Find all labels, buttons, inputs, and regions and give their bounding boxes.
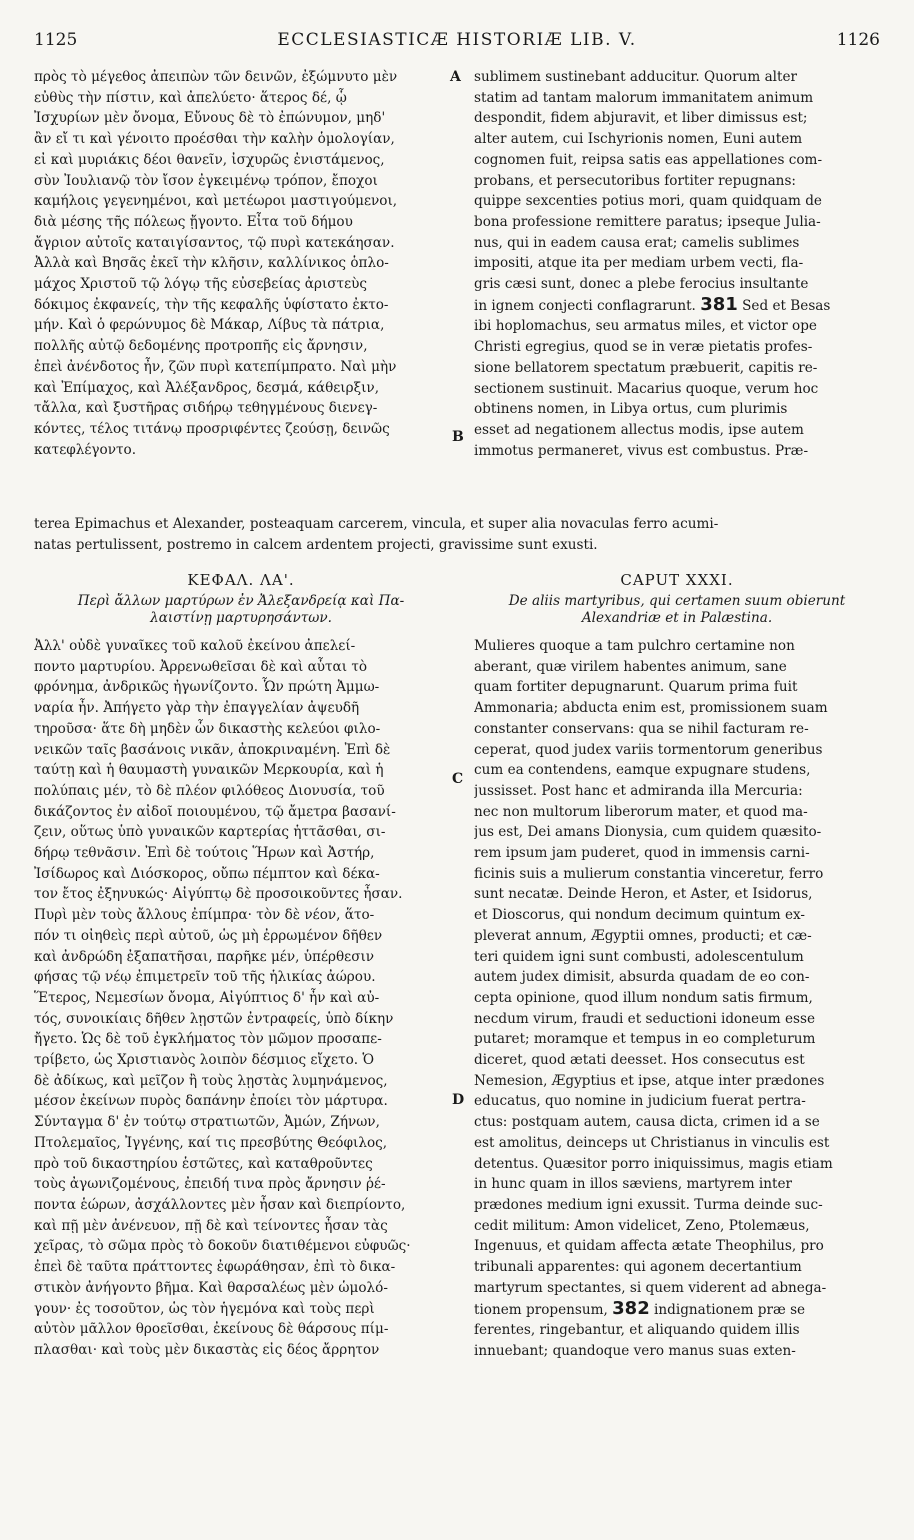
latin-subtitle-line: Alexandriæ et in Palæstina. bbox=[581, 610, 773, 626]
latin-text-line: Nemesion, Ægyptius et ipse, atque inter prædones bbox=[474, 1072, 825, 1089]
latin-subtitle-line: De aliis martyribus, qui certamen suum obierunt bbox=[508, 593, 846, 609]
latin-text-line: bona professione remittere paratus; ipseque Julia- bbox=[474, 213, 821, 230]
greek-text-line: καὶ Ἐπίμαχος, καὶ Ἀλέξανδρος, δεσμά, κάθειρξιν, bbox=[34, 379, 380, 396]
greek-text-line: Ἀλλὰ καὶ Βησᾶς ἐκεῖ τὴν κλῆσιν, καλλίνικος ὁπλο- bbox=[34, 255, 389, 272]
margin-marker-a: A bbox=[450, 69, 461, 85]
latin-text-line: sunt necatæ. Deinde Heron, et Aster, et Isidorus, bbox=[474, 886, 813, 903]
latin-text-line: quippe sexcenties potius mori, quam quidquam de bbox=[474, 193, 822, 210]
greek-text-line: πολύπαις μέν, τὸ δὲ πλέον φιλόθεος Διονυσία, τοῦ bbox=[34, 782, 385, 799]
greek-text-line: σὺν Ἰουλιανῷ τὸν ἴσον ἐγκειμένῳ τρόπον, ἔποχοι bbox=[34, 172, 378, 189]
greek-chapter-title: ΚΕΦΑΛ. ΛΑ'. bbox=[187, 571, 295, 589]
margin-marker-c: C bbox=[452, 771, 464, 787]
latin-text-line: Ammonaria; abducta enim est, promissionem suam bbox=[474, 700, 828, 717]
greek-text-line: ἐπεὶ δὲ ταῦτα πράττοντες ἐφωράθησαν, ἐπὶ τὸ δικα- bbox=[34, 1259, 396, 1276]
greek-subtitle-line: λαιστίνῃ μαρτυρησάντων. bbox=[150, 610, 332, 626]
greek-text-line: φήσας τῷ νέῳ ἐπιμετρεῖν τοῦ τῆς ἡλικίας ἀώρου. bbox=[34, 969, 376, 986]
greek-text-line: δὲ ἀδίκως, καὶ μεῖζον ἢ τοὺς λῃστὰς λυμηνάμενος, bbox=[34, 1072, 388, 1089]
latin-text-line: nec non multorum liberorum mater, et quod ma- bbox=[474, 803, 808, 820]
latin-text-line: constanter conservans: qua se nihil facturam re- bbox=[474, 720, 809, 737]
latin-text-line: esset ad negationem allectus modis, ipse autem bbox=[474, 421, 804, 438]
greek-text-line: Ἀλλ' οὐδὲ γυναῖκες τοῦ καλοῦ ἐκείνου ἀπελεί- bbox=[34, 638, 356, 654]
greek-text-line: τηροῦσα· ἅτε δὴ μηδὲν ὧν δικαστὴς κελεύοι φιλο- bbox=[34, 720, 381, 737]
latin-text-line: alter autem, cui Ischyrionis nomen, Euni autem bbox=[474, 131, 803, 148]
greek-text-line: στικὸν ἀνήγοντο βῆμα. Καὶ θαρσαλέως μὲν ὡμολό- bbox=[34, 1279, 388, 1296]
greek-text-line: ἤγετο. Ὡς δὲ τοῦ ἐγκλήματος τὸν μῶμον προσαπε- bbox=[34, 1031, 382, 1048]
latin-text-line: detentus. Quæsitor porro iniquissimus, magis etiam bbox=[474, 1155, 833, 1172]
greek-text-line: ποντα ἑώρων, ἀσχάλλοντες μὲν ἦσαν καὶ διεπρίοντο, bbox=[34, 1196, 406, 1213]
latin-text-line: tribunali apparentes: qui agonem decertantium bbox=[474, 1259, 802, 1276]
greek-column-top bbox=[34, 67, 448, 460]
greek-text-line: τός, συνοικίαις δῆθεν λῃστῶν ἐντραφείς, ὑπὸ δίκην bbox=[34, 1010, 394, 1027]
page-header bbox=[34, 30, 880, 52]
greek-text-line: πρὸς τὸ μέγεθος ἀπειπὼν τῶν δεινῶν, ἐξώμνυτο μὲν bbox=[34, 69, 398, 85]
greek-text-line: διὰ μέσης τῆς πόλεως ᾔγοντο. Εἶτα τοῦ δήμου bbox=[34, 213, 353, 230]
latin-text-line: despondit, fidem abjuravit, et liber dimissus est; bbox=[474, 110, 808, 127]
greek-text-line: νεικῶν ταῖς βασάνοις νικᾶν, ἀποκριναμένη. Ἐπὶ δὲ bbox=[34, 741, 391, 758]
greek-text-line: πρὸ τοῦ δικαστηρίου ἑστῶτες, καὶ καταθροῦντες bbox=[34, 1155, 373, 1172]
greek-text-line: Ἰσχυρίων μὲν ὄνομα, Εὔνους δὲ τὸ ἐπώνυμον, μηδ' bbox=[34, 110, 386, 127]
latin-text-line: pleverat annum, Ægyptii omnes, producti; et cæ- bbox=[474, 927, 812, 944]
latin-text-line: rem ipsum jam puderet, quod in immensis carni- bbox=[474, 845, 810, 862]
greek-text-line: τἄλλα, καὶ ξυστῆρας σιδήρῳ τεθηγμένους διενεγ- bbox=[34, 400, 378, 417]
latin-text-line: innuebant; quandoque vero manus suas exten- bbox=[474, 1342, 796, 1359]
greek-text-line: Ἰσίδωρος καὶ Διόσκορος, οὔπω πέμπτον καὶ δέκα- bbox=[34, 865, 380, 882]
greek-text-line: πόν τι οἰηθεὶς περὶ αὐτοῦ, ὡς μὴ ἐρρωμένον δῆθεν bbox=[34, 927, 383, 944]
greek-text-line: ταύτῃ καὶ ἡ θαυμαστὴ γυναικῶν Μερκουρία, καὶ ἡ bbox=[34, 762, 384, 779]
greek-text-line: πολλῆς αὐτῷ δεδομένης προτροπῆς εἰς ἄρνησιν, bbox=[34, 338, 368, 355]
latin-text-line: quam fortiter depugnarunt. Quarum prima fuit bbox=[474, 679, 798, 696]
greek-text-line: δήρῳ τεθνᾶσιν. Ἐπὶ δὲ τούτοις Ἥρων καὶ Ἀστήρ, bbox=[34, 845, 375, 862]
greek-text-line: τοὺς ἀγωνιζομένους, ἐπειδή τινα πρὸς ἄρνησιν ῥέ- bbox=[34, 1176, 386, 1193]
full-width-text bbox=[34, 514, 880, 555]
latin-text-line: obtinens nomen, in Libya ortus, cum plurimis bbox=[474, 401, 788, 418]
latin-text-line: immotus permaneret, vivus est combustus. Præ- bbox=[474, 442, 809, 459]
greek-text-line: φρόνημα, ἀνδρικῶς ἠγωνίζοντο. Ὧν πρώτη Ἀμμω- bbox=[34, 679, 380, 696]
latin-text-line: Ingenuus, et quidam affecta ætate Theophilus, pro bbox=[474, 1238, 824, 1255]
latin-text-line: ferentes, ringebantur, et aliquando quidem illis bbox=[474, 1322, 800, 1339]
greek-text-line: ζειν, οὕτως ὑπὸ γυναικῶν καρτερίας ἡττᾶσθαι, σι- bbox=[34, 824, 386, 841]
latin-text-line: Mulieres quoque a tam pulchro certamine non bbox=[474, 638, 795, 654]
greek-text-line: Σύνταγμα δ' ἐν τούτῳ στρατιωτῶν, Ἀμών, Ζήνων, bbox=[34, 1114, 380, 1131]
latin-column-bottom bbox=[474, 636, 880, 1362]
right-page-number: 1126 bbox=[836, 30, 880, 50]
latin-text-line: et Dioscorus, qui nondum decimum quintum ex- bbox=[474, 907, 806, 924]
latin-text-line: nus, qui in eadem causa erat; camelis sublimes bbox=[474, 234, 800, 251]
greek-text-line: μήν. Καὶ ὁ φερώνυμος δὲ Μάκαρ, Λίβυς τὰ πάτρια, bbox=[34, 317, 385, 334]
greek-text-line: ποντο μαρτυρίου. Ἀρρενωθεῖσαι δὲ καὶ αὗται τὸ bbox=[34, 658, 368, 675]
greek-text-line: χεῖρας, τὸ σῶμα πρὸς τὸ δοκοῦν διατιθέμενοι εὐφυῶς· bbox=[34, 1238, 411, 1255]
greek-text-line: καμήλοις γεγενημένοι, καὶ μετέωροι μαστιγούμενοι, bbox=[34, 193, 398, 210]
latin-text-line: cepta opinione, quod illum nondum satis firmum, bbox=[474, 989, 813, 1006]
greek-text-line: ἄγριον αὐτοῖς καταιγίσαντος, τῷ πυρὶ κατεκάησαν. bbox=[34, 234, 395, 251]
greek-text-line: δικάζοντος ἐν αἰδοῖ ποιουμένου, τῷ ἄμετρα βασανί- bbox=[34, 803, 396, 820]
greek-text-line: Ἕτερος, Νεμεσίων ὄνομα, Αἰγύπτιος δ' ἦν καὶ αὐ- bbox=[34, 989, 380, 1006]
greek-text-line: δόκιμος ἐκφανείς, τὴν τῆς κεφαλῆς ὑφίστατο ἐκτο- bbox=[34, 296, 389, 313]
latin-text-line: cum ea contendens, eamque expugnare studens, bbox=[474, 762, 811, 779]
latin-text-line: ceperat, quod judex variis tormentorum generibus bbox=[474, 741, 823, 758]
greek-chapter-subtitle bbox=[34, 593, 448, 627]
greek-text-line: εἰ καὶ μυριάκις δέοι θανεῖν, ἰσχυρῶς ἐνιστάμενος, bbox=[34, 151, 385, 168]
latin-chapter-subtitle bbox=[474, 593, 880, 627]
latin-text-line: Christi egregius, quod se in veræ pietatis profes- bbox=[474, 339, 813, 356]
latin-text-line: in hunc quam in illos sæviens, martyrem inter bbox=[474, 1176, 793, 1193]
latin-text-line: necdum virum, fraudi et seductioni idoneum esse bbox=[474, 1010, 816, 1027]
latin-text-line: sione bellatorem spectatum præbuerit, capitis re- bbox=[474, 359, 818, 376]
latin-text-line: ibi hoplomachus, seu armatus miles, et victor ope bbox=[474, 318, 817, 335]
latin-text-line: cedit militum: Amon videlicet, Zeno, Ptolemæus, bbox=[474, 1217, 810, 1234]
latin-column-top bbox=[474, 67, 880, 461]
latin-text-line: educatus, quo nomine in judicium fuerat pertra- bbox=[474, 1093, 806, 1110]
margin-marker-b: B bbox=[452, 429, 464, 445]
greek-text-line: κόντες, τέλος τιτάνῳ προσριφέντες ζεούσῃ, δεινῶς bbox=[34, 420, 390, 437]
latin-text-line: jus est, Dei amans Dionysia, cum quidem quæsito- bbox=[474, 824, 822, 841]
latin-chapter-title: CAPUT XXXI. bbox=[620, 571, 734, 589]
latin-text-line: teri quidem igni sunt combusti, adolescentulum bbox=[474, 948, 804, 965]
latin-text-line: probans, et persecutoribus fortiter repugnans: bbox=[474, 172, 796, 189]
greek-text-line: ναρία ἦν. Ἀπήγετο γὰρ τὴν ἐπαγγελίαν ἀψευδῆ bbox=[34, 700, 360, 717]
greek-text-line: πλασθαι· καὶ τοὺς μὲν δικαστὰς εἰς δέος ἄρρητον bbox=[34, 1341, 380, 1358]
latin-text-line: prædones medium igni exussit. Turma deinde suc- bbox=[474, 1196, 823, 1213]
greek-text-line: Πυρὶ μὲν τοὺς ἄλλους ἐπίμπρα· τὸν δὲ νέον, ἅτο- bbox=[34, 907, 375, 924]
latin-text-line: aberant, quæ virilem habentes animum, sane bbox=[474, 658, 787, 675]
running-title: ECCLESIASTICÆ HISTORIÆ LIB. V. bbox=[277, 30, 637, 50]
full-width-line: natas pertulissent, postremo in calcem ardentem projecti, gravissime sunt exusti. bbox=[34, 536, 598, 553]
greek-text-line: μέσον ἐκείνων πυρὸς δαπάνην ἐποίει τὸν μάρτυρα. bbox=[34, 1093, 388, 1110]
greek-text-line: καὶ πῇ μὲν ἀνένευον, πῇ δὲ καὶ τείνοντες ἦσαν τὰς bbox=[34, 1217, 388, 1234]
latin-text-line: putaret; moramque et tempus in eo completurum bbox=[474, 1031, 816, 1048]
greek-text-line: εὐθὺς τὴν πίστιν, καὶ ἀπελύετο· ἅτερος δέ, ᾧ bbox=[34, 89, 347, 106]
latin-text-line: gris cæsi sunt, donec a plebe ferocius insultante bbox=[474, 276, 809, 293]
greek-text-line: τον ἔτος ἐξηνυκώς· Αἰγύπτῳ δὲ προσοικοῦντες ἦσαν. bbox=[34, 886, 403, 903]
latin-text-line: impositi, atque ita per mediam urbem vecti, fla- bbox=[474, 255, 804, 272]
latin-text-line: cognomen fuit, reipsa satis eas appellationes com- bbox=[474, 151, 823, 168]
latin-text-line: autem judex dimisit, absurda quadam de eo con- bbox=[474, 969, 810, 986]
latin-text-line: tionem propensum, 382 indignationem præ se bbox=[474, 1298, 806, 1319]
greek-text-line: ἂν εἴ τι καὶ γένοιτο προέσθαι τὴν καλὴν ὁμολογίαν, bbox=[34, 131, 395, 148]
latin-text-line: jussisset. Post hanc et admiranda illa Mercuria: bbox=[474, 782, 803, 799]
greek-column-bottom bbox=[34, 636, 448, 1361]
greek-text-line: αὐτὸν μᾶλλον θροεῖσθαι, ἐκείνους δὲ θάρσους πίμ- bbox=[34, 1321, 389, 1338]
greek-text-line: καὶ ἀνδρώδη ἐξαπατῆσαι, παρῆκε μέν, ὑπέρθεσιν bbox=[34, 948, 375, 965]
greek-text-line: μάχος Χριστοῦ τῷ λόγῳ τῆς εὐσεβείας ἀριστεὺς bbox=[34, 276, 367, 293]
latin-text-line: est amolitus, deinceps ut Christianus in vinculis est bbox=[474, 1134, 830, 1151]
latin-text-line: sublimem sustinebant adducitur. Quorum alter bbox=[474, 69, 798, 85]
greek-text-line: κατεφλέγοντο. bbox=[34, 441, 137, 458]
greek-subtitle-line: Περὶ ἄλλων μαρτύρων ἐν Ἀλεξανδρείᾳ καὶ Πα- bbox=[77, 593, 405, 609]
latin-text-line: martyrum spectantes, si quem viderent ad abnega- bbox=[474, 1279, 827, 1296]
greek-text-line: γουν· ἐς τοσοῦτον, ὡς τὸν ἡγεμόνα καὶ τοὺς περὶ bbox=[34, 1300, 375, 1317]
greek-text-line: τρίβετο, ὡς Χριστιανὸς λοιπὸν δέσμιος εἴχετο. Ὁ bbox=[34, 1052, 375, 1069]
latin-text-line: ctus: postquam autem, causa dicta, crimen id a se bbox=[474, 1114, 820, 1131]
latin-text-line: diceret, quod ætati deesset. Hos consecutus est bbox=[474, 1052, 805, 1069]
latin-text-line: sectionem sustinuit. Macarius quoque, verum hoc bbox=[474, 380, 819, 397]
full-width-line: terea Epimachus et Alexander, posteaquam carcerem, vincula, et super alia novaculas ferro acumi- bbox=[34, 516, 719, 532]
margin-marker-d: D bbox=[452, 1092, 465, 1108]
greek-text-line: Πτολεμαῖος, Ἰγγένης, καί τις πρεσβύτης Θεόφιλος, bbox=[34, 1134, 388, 1151]
latin-text-line: statim ad tantam malorum immanitatem animum bbox=[474, 89, 814, 106]
greek-text-line: ἐπεὶ ἀνένδοτος ἦν, ζῶν πυρὶ κατεπίμπρατο. Ναὶ μὴν bbox=[34, 358, 397, 375]
left-page-number: 1125 bbox=[34, 30, 78, 50]
latin-text-line: ficinis suis a mulierum constantia vinceretur, ferro bbox=[474, 865, 824, 882]
latin-text-line: in ignem conjecti conflagrarunt. 381 Sed et Besas bbox=[474, 294, 831, 315]
